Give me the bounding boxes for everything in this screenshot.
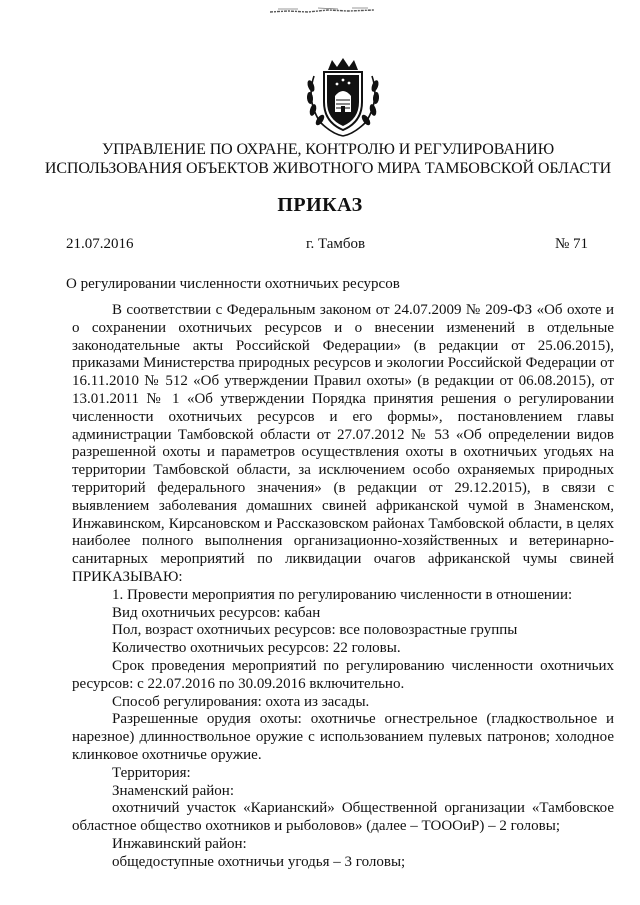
paragraph-9: Знаменский район: [112,782,235,799]
document-body [72,302,614,872]
paragraph-1: 1. Провести мероприятия по регулированию численности в отношении: [112,586,573,603]
paragraph-12: общедоступные охотничьи угодья – 3 головы; [112,853,406,870]
document-date: 21.07.2016 [66,236,134,252]
document-title: ПРИКАЗ [277,194,363,216]
paragraph-10: охотничий участок «Карианский» Общественной организации «Тамбовское областное общество охотников и рыболовов» (далее – ТОООиР) – 2 головы; [72,800,614,835]
document-subject: О регулировании численности охотничьих ресурсов [66,276,400,292]
paragraph-11: Инжавинский район: [112,835,247,852]
paragraph-5: Срок проведения мероприятий по регулированию численности охотничьих ресурсов: с 22.07.2016 по 30.09.2016 включительно. [72,657,614,692]
paragraph-4: Количество охотничьих ресурсов: 22 головы. [112,640,401,657]
header-line-2: ИСПОЛЬЗОВАНИЯ ОБЪЕКТОВ ЖИВОТНОГО МИРА ТАМБОВСКОЙ ОБЛАСТИ [44,160,612,177]
document-number: № 71 [554,236,588,252]
paragraph-8: Территория: [112,764,191,781]
paragraph-3: Пол, возраст охотничьих ресурсов: все половозрастные группы [112,622,518,639]
scan-artifact-mark [268,6,376,16]
paragraph-2: Вид охотничьих ресурсов: кабан [112,604,321,621]
organization-header [40,140,616,178]
tambov-coat-of-arms-icon [300,56,386,140]
paragraph-7: Разрешенные орудия охоты: охотничье огнестрельное (гладкоствольное и нарезное) длинноствольное оружие с использованием пулевых патронов; холодное клинковое охотничье оружие. [72,711,614,763]
paragraph-6: Способ регулирования: охота из засады. [112,693,370,710]
intro-paragraph: В соответствии с Федеральным законом от 24.07.2009 № 209-ФЗ «Об охоте и о сохранении охотничьих ресурсов и о внесении изменений в отдельные законодательные акты Российской Федерации» (в редакции от 25.06.2015), приказами Министерства природных ресурсов и экологии Российской Федерации от 16.11.2010 № 512 «Об утверждении Правил охоты» (в редакции от 06.08.2015), от 13.01.2011 № 1 «Об утверждении Порядка принятия решения о регулировании численности охотничьих ресурсов и его формы», постановлением главы администрации Тамбовской области от 27.07.2012 № 53 «Об определении видов разрешенной охоты и параметров осуществления охоты в охотничьих угодьях на территории Тамбовской области, за исключением особо охраняемых природных территорий федерального значения» (в редакции от 29.12.2015), в связи с выявлением заболевания домашних свиней африканской чумой в Знаменском, Инжавинском, Кирсановском и Рассказовском районах Тамбовской области, в целях наиболее полного выполнения организационно-хозяйственных и ветеринарно-санитарных мероприятий по ликвидации очагов африканской чумы свиней ПРИКАЗЫВАЮ: [72,302,614,585]
document-city: г. Тамбов [306,236,366,252]
header-line-1: УПРАВЛЕНИЕ ПО ОХРАНЕ, КОНТРОЛЮ И РЕГУЛИРОВАНИЮ [101,141,555,158]
